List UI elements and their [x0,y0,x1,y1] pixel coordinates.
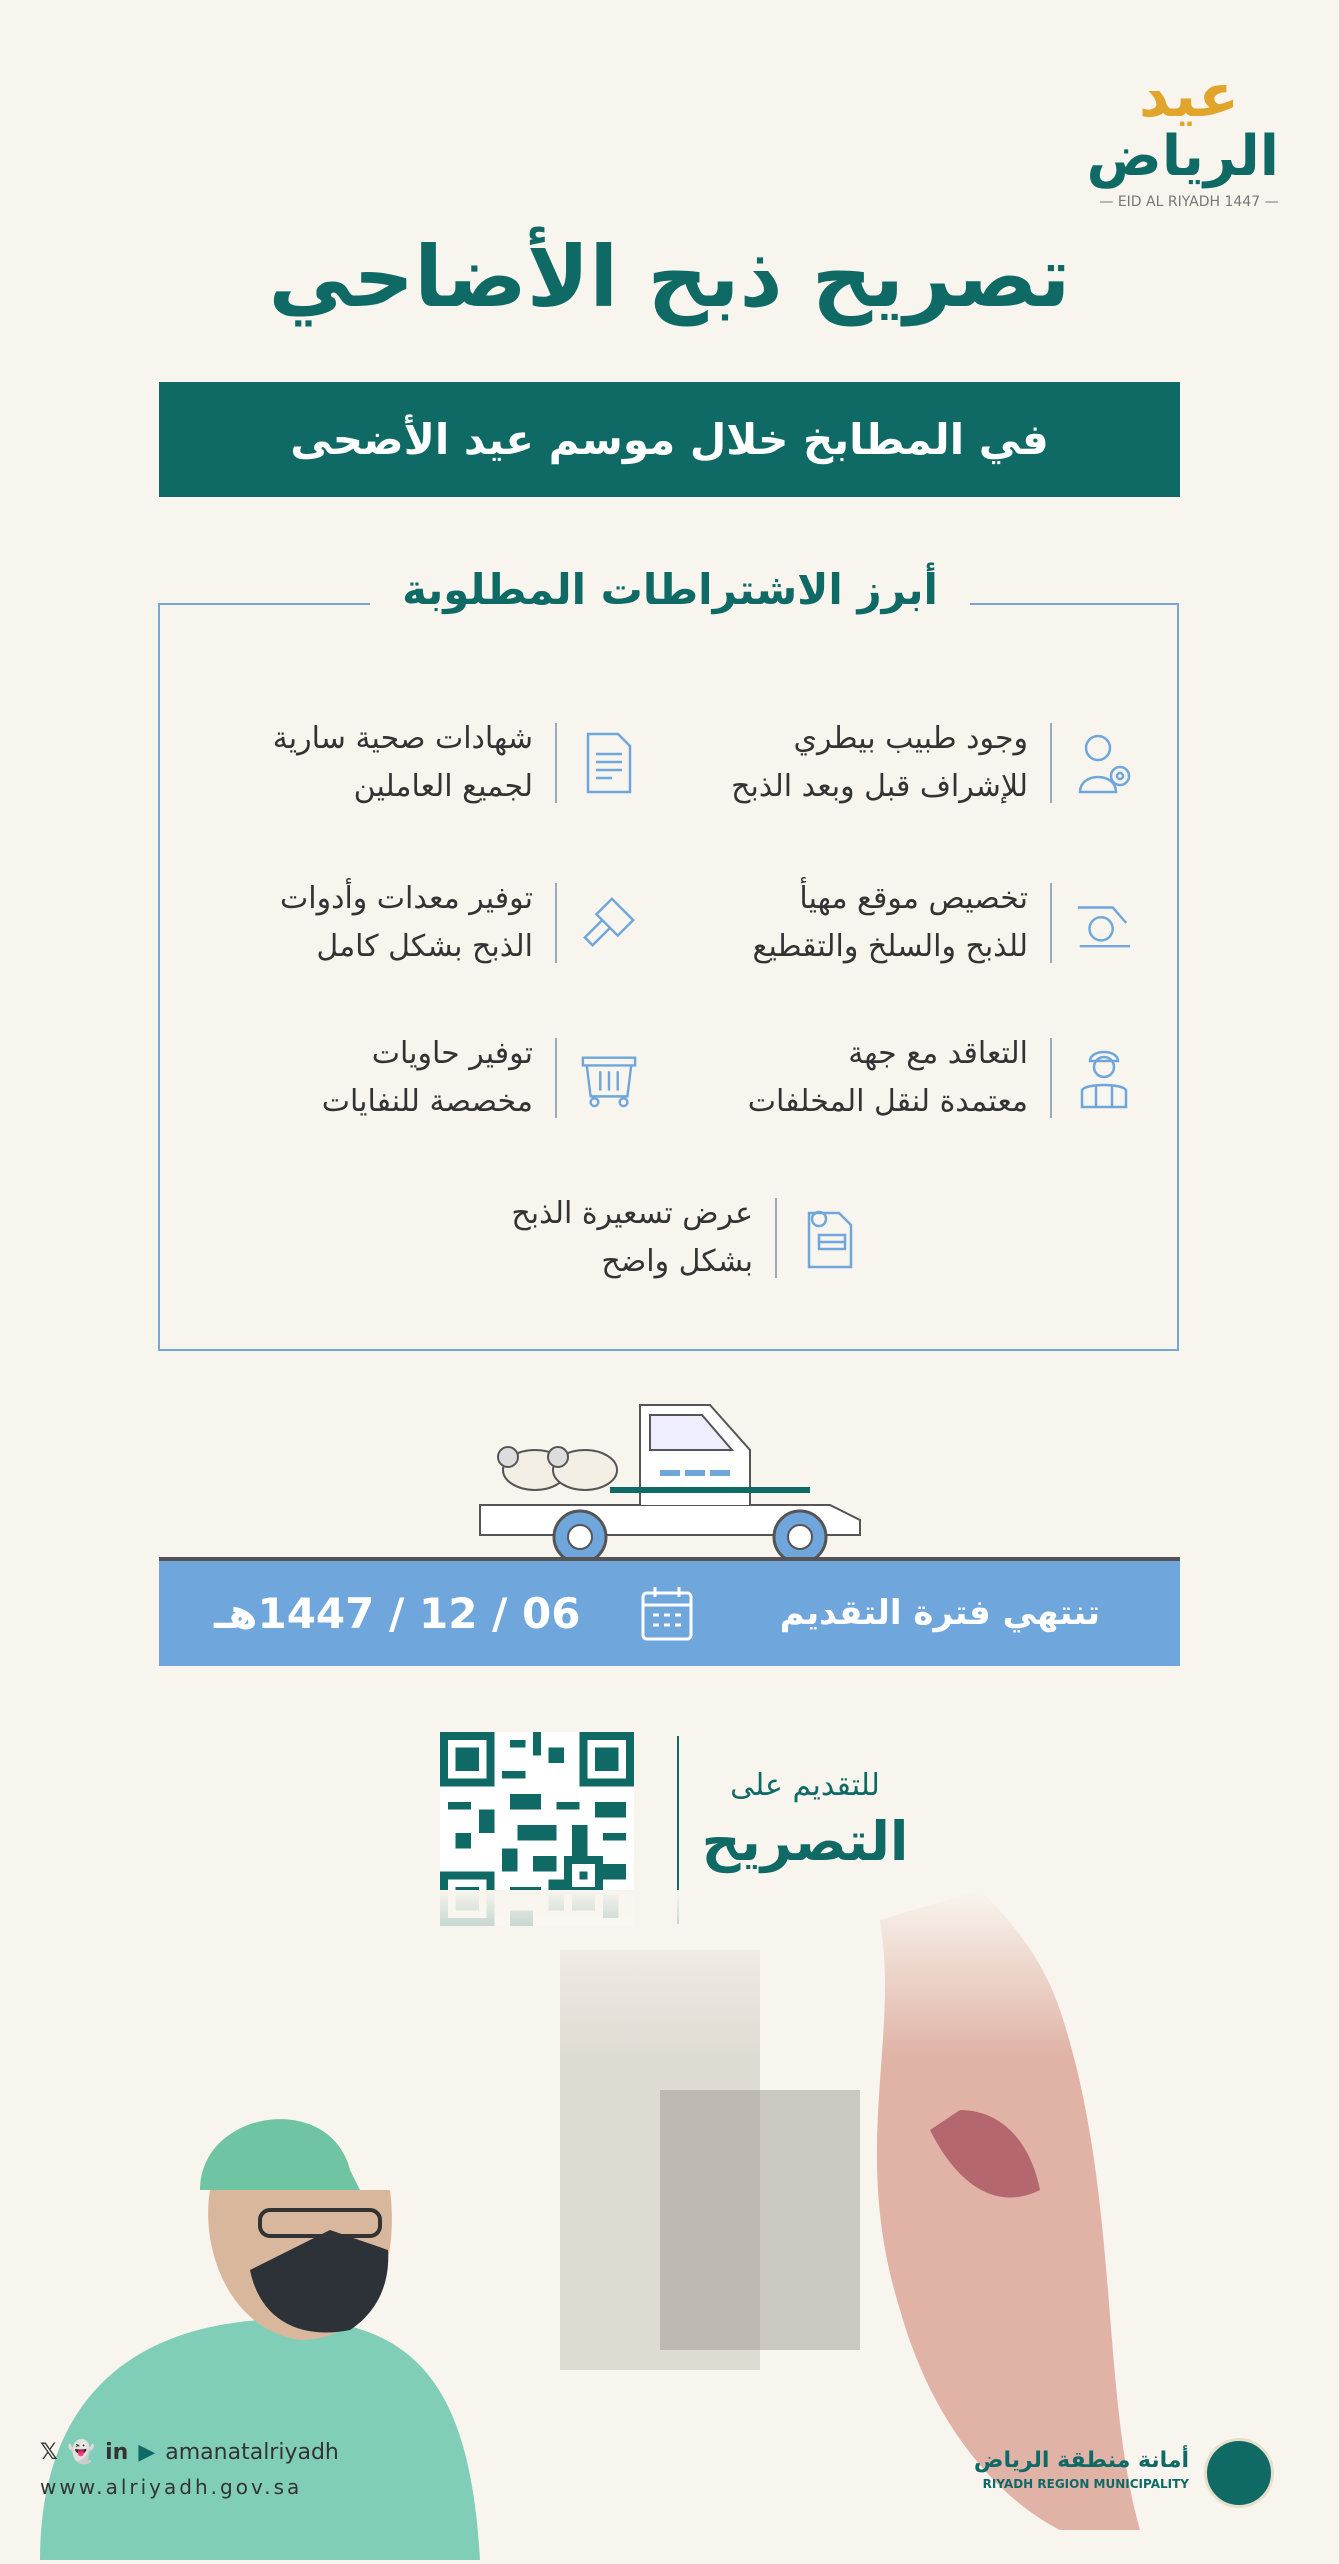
requirement-line1: تخصيص موقع مهيأ [799,881,1028,916]
municipality-emblem-icon [1204,2438,1274,2508]
logo-ar-top: عيد [1138,61,1240,131]
worker-icon [1074,1043,1134,1113]
requirement-line1: شهادات صحية سارية [272,721,533,756]
requirement-line2: بشكل واضح [601,1244,753,1279]
municipality-ar: أمانة منطقة الرياض [973,2448,1189,2473]
social-footer [40,2440,339,2499]
divider [1050,723,1052,803]
requirement-line1: التعاقد مع جهة [848,1036,1028,1071]
requirement-line2: لجميع العاملين [353,769,533,804]
youtube-icon[interactable]: ▶ [138,2440,156,2465]
requirement-line2: للذبح والسلخ والتقطيع [752,929,1028,964]
requirement-line2: معتمدة لنقل المخلفات [747,1084,1028,1119]
divider [555,723,557,803]
deadline-date: 06 / 12 / 1447هـ [214,1589,581,1638]
requirement-item [280,875,639,971]
subtitle-banner: في المطابخ خلال موسم عيد الأضحى [159,382,1180,497]
calendar-icon [639,1583,695,1647]
divider [555,1038,557,1118]
divider [555,883,557,963]
divider [1050,1038,1052,1118]
logo-ar-bottom: الرياض [1086,124,1279,189]
snapchat-icon[interactable]: 👻 [67,2440,96,2465]
price-list-icon [799,1203,859,1273]
requirement-item [322,1030,639,1126]
x-icon[interactable]: 𝕏 [40,2440,58,2465]
deadline-bar [159,1561,1180,1666]
linkedin-icon[interactable]: in [105,2440,129,2465]
requirement-line2: للإشراف قبل وبعد الذبح [731,769,1028,804]
requirement-line2: الذبح بشكل كامل [316,929,533,964]
divider [775,1198,777,1278]
apply-label-big: التصريح [701,1810,909,1873]
requirements-heading: أبرز الاشتراطات المطلوبة [370,565,970,614]
requirement-item [273,715,639,811]
divider [1050,883,1052,963]
requirement-line1: توفير معدات وأدوات [280,881,533,916]
requirement-line2: مخصصة للنفايات [321,1084,533,1119]
deadline-label: تنتهي فترة التقديم [779,1593,1100,1633]
municipality-en: RIYADH REGION MUNICIPALITY [982,2477,1189,2491]
requirement-item [748,1030,1134,1126]
truck-with-sheep-illustration [470,1395,870,1565]
social-handle[interactable]: amanatalriyadh [165,2440,339,2465]
requirement-item [731,715,1134,811]
requirement-item [511,1190,859,1286]
website-link[interactable]: www.alriyadh.gov.sa [40,2475,303,2499]
eid-riyadh-logo [1086,61,1279,210]
cleaver-knife-icon [579,888,639,958]
municipality-footer [974,2448,1189,2491]
waste-container-icon [579,1043,639,1113]
requirement-line1: عرض تسعيرة الذبح [511,1196,753,1231]
requirement-line1: وجود طبيب بيطري [793,721,1028,756]
veterinarian-icon [1074,728,1134,798]
requirement-item [753,875,1134,971]
apply-label-small: للتقديم على [730,1768,880,1803]
logo-en: — EID AL RIYADH 1447 — [1099,194,1279,210]
meat-slicer-icon [1074,888,1134,958]
requirement-line1: توفير حاويات [371,1036,533,1071]
page-title: تصريح ذبح الأضاحي [268,228,1071,326]
certificate-document-icon [579,728,639,798]
